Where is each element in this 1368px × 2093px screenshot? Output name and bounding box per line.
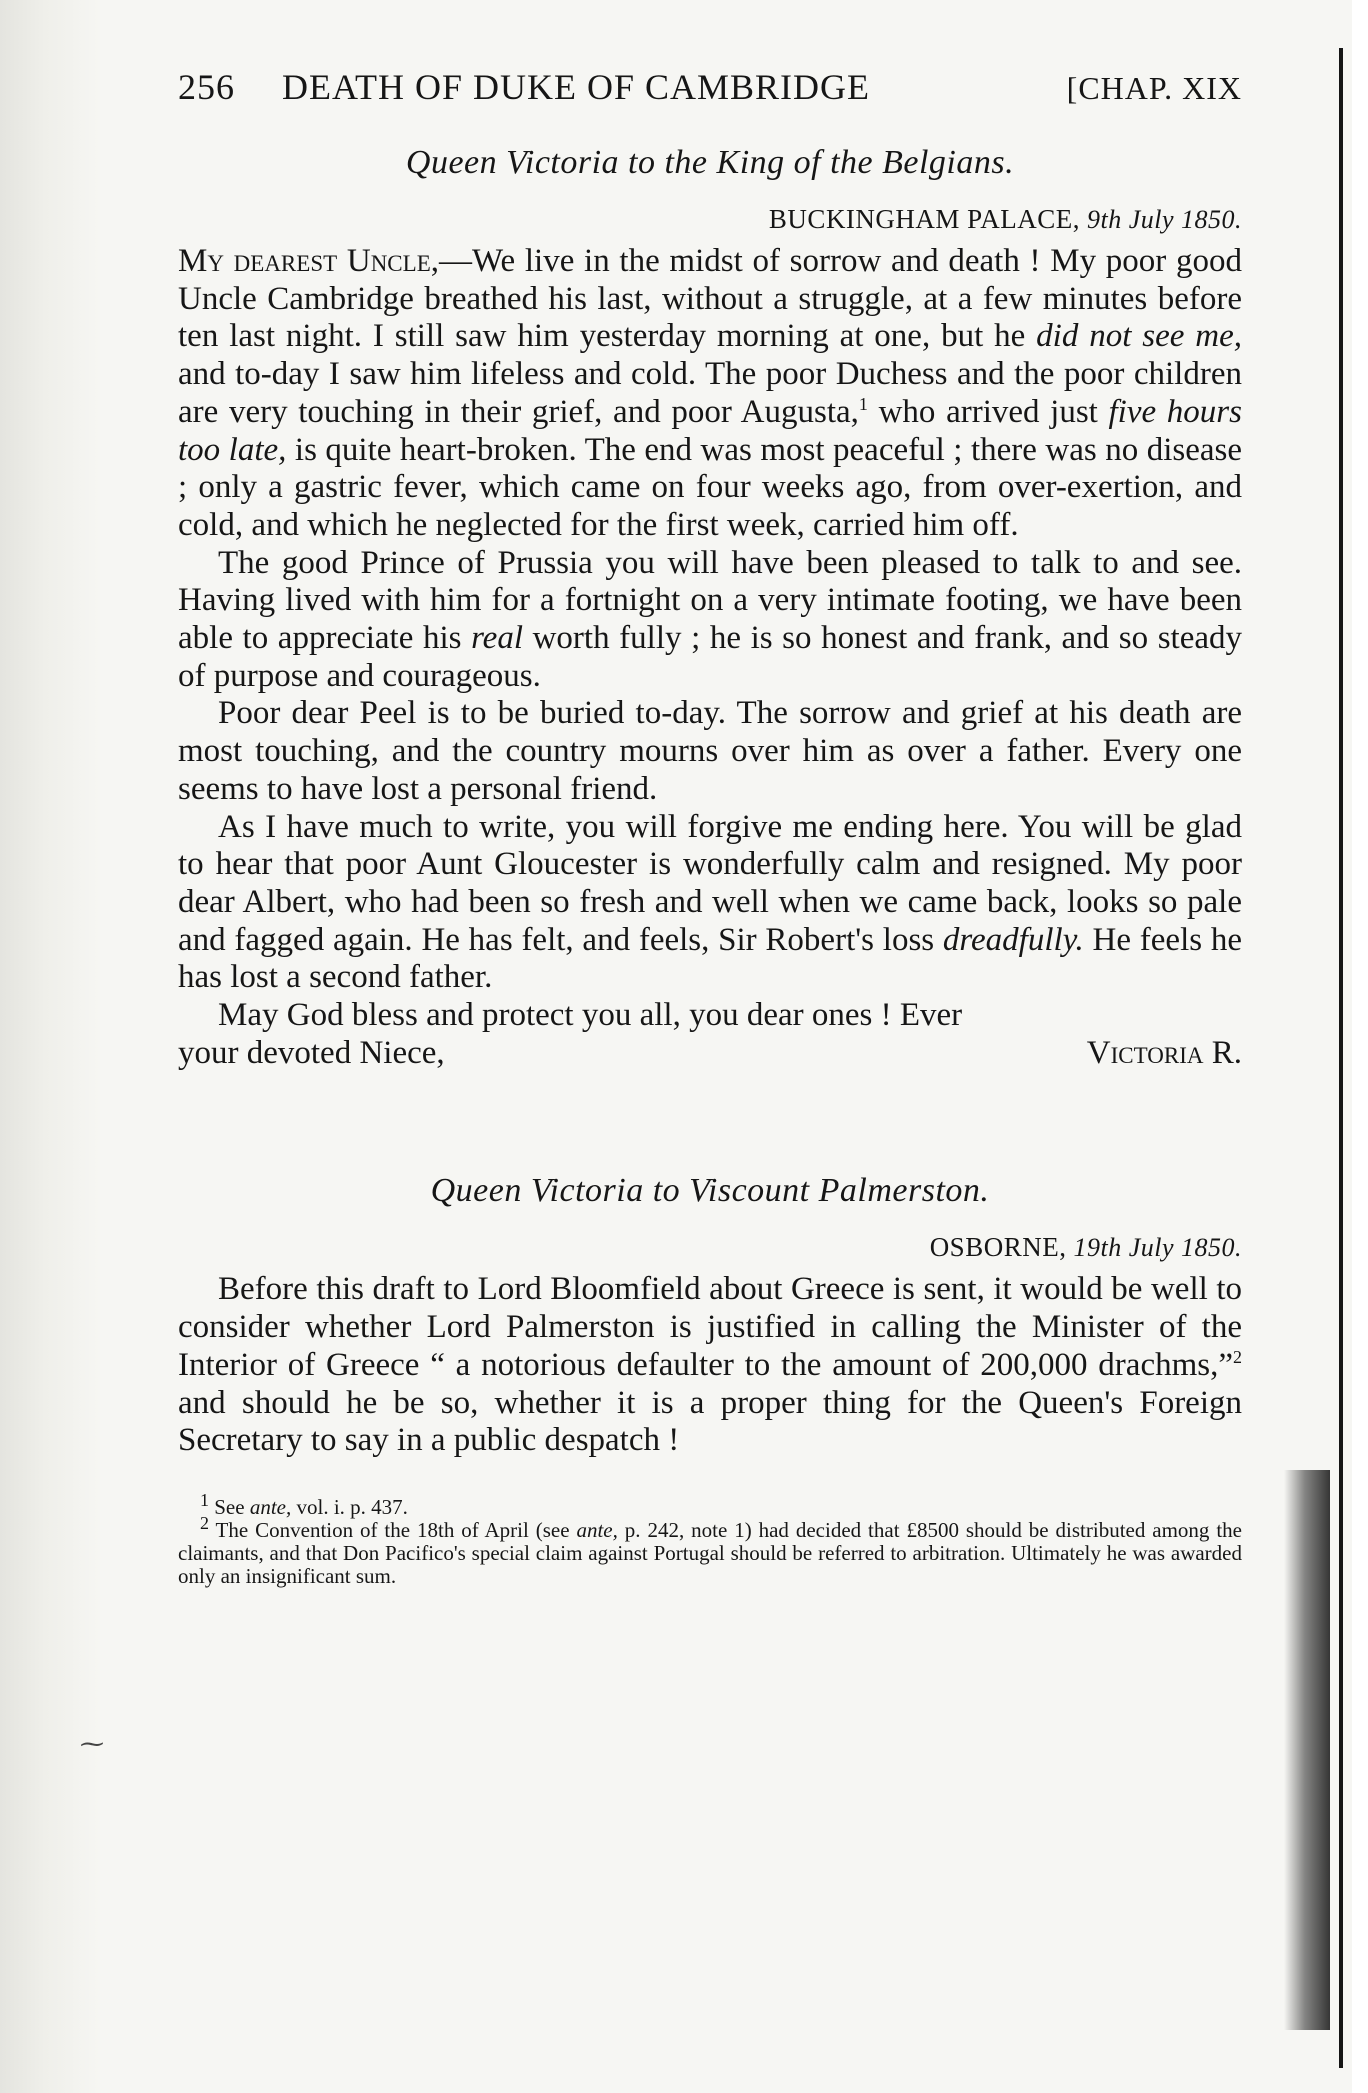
chapter-label: [CHAP. XIX <box>1066 70 1242 106</box>
letter2-heading: Queen Victoria to Viscount Palmerston. <box>430 1172 990 1210</box>
letter1-place-date <box>178 204 1242 235</box>
running-head <box>178 66 1242 122</box>
page-edge-left <box>0 0 100 2093</box>
page-edge-right <box>1352 0 1368 2093</box>
page-content <box>178 66 1242 1588</box>
running-title: DEATH OF DUKE OF CAMBRIDGE <box>282 67 871 107</box>
footnotes <box>178 1489 1242 1588</box>
letter1-paragraph-3: Poor dear Peel is to be buried to-day. The sorrow and grief at his death are most touching, and the country mourns over him as over a father. Every one seems to have lost a personal friend. <box>178 695 1242 807</box>
footnote-2: 2 The Convention of the 18th of April (see ante, p. 242, note 1) had decided that £8500 should be distributed among the claimants, and that Don Pacifico's special claim against Portugal should be referred to arbitration. Ultimately he was awarded only an insignificant sum. <box>178 1512 1242 1588</box>
letter1-body <box>178 243 1242 1072</box>
letter1-heading: Queen Victoria to the King of the Belgians. <box>405 144 1015 181</box>
letter2-place-date <box>178 1232 1242 1263</box>
letter1-paragraph-4: As I have much to write, you will forgive me ending here. You will be glad to hear that poor Aunt Gloucester is wonderfully calm and resigned. My poor dear Albert, who had been so fresh and well when we came back, looks so pale and fagged again. He has felt, and feels, Sir Robert's loss dreadfully. He feels he has lost a second father. <box>178 808 1242 996</box>
letter1-salutation: My dearest Uncle, <box>178 243 439 279</box>
binding-line <box>1339 48 1343 2068</box>
letter1-signature: Victoria R. <box>1086 1034 1242 1071</box>
letter2-paragraph-1: Before this draft to Lord Bloomfield about Greece is sent, it would be well to consider whether Lord Palmerston is justified in calling the Minister of the Interior of Greece “ a notorious defaulter to the amount of 200,000 drachms,”$^2$ and should he be so, whether it is a proper thing for the Queen's Foreign Secretary to say in a public despatch ! <box>178 1271 1242 1459</box>
letter1-place: BUCKINGHAM PALACE, <box>768 204 1080 234</box>
letter2-date: 19th July 1850. <box>1073 1233 1242 1263</box>
letter1-paragraph-1: My dearest Uncle,—We live in the midst of sorrow and death ! My poor good Uncle Cambridge breathed his last, without a struggle, at a few minutes before ten last night. I still saw him yesterday morning at one, but he did not see me, and to-day I saw him lifeless and cold. The poor Duchess and the poor children are very touching in their grief, and poor Augusta,$^1$ who arrived just five hours too late, is quite heart-broken. The end was most peaceful ; there was no disease ; only a gastric fever, which came on four weeks ago, from over-exertion, and cold, and which he neglected for the first week, carried him off. <box>178 243 1243 543</box>
letter1-signoff <box>178 1035 1242 1073</box>
letter2-body <box>178 1271 1242 1460</box>
footnote-ref-2: 2 <box>1233 1346 1242 1367</box>
margin-mark: ⁓ <box>80 1732 104 1758</box>
footnote-1: 1 See ante, vol. i. p. 437. <box>200 1489 408 1519</box>
page-number: 256 <box>178 67 235 107</box>
letter1-closing: your devoted Niece, <box>178 1034 445 1071</box>
binding-shadow <box>1284 1470 1330 2030</box>
letter1-paragraph-2: The good Prince of Prussia you will have been pleased to talk to and see. Having lived with him for a fortnight on a very intimate footing, we have been able to appreciate his real worth fully ; he is so honest and frank, and so steady of purpose and courageous. <box>178 544 1243 694</box>
letter1-paragraph-5: May God bless and protect you all, you dear ones ! Ever <box>218 997 963 1034</box>
letter2-place: OSBORNE, <box>929 1232 1067 1263</box>
footnote-ref-1: 1 <box>858 393 868 414</box>
letter1-date: 9th July 1850. <box>1086 205 1242 234</box>
